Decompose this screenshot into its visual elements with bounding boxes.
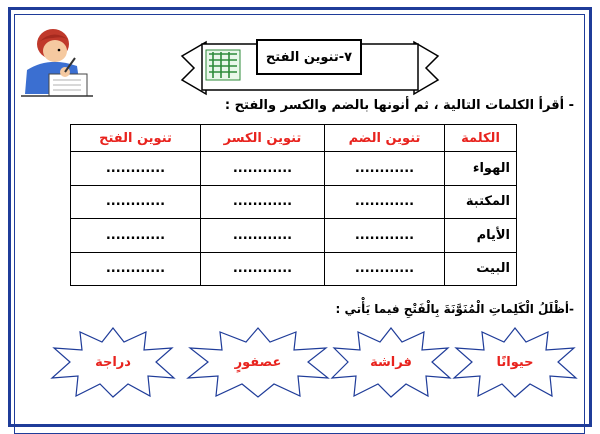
word-burst[interactable] <box>50 326 176 398</box>
blank-cell[interactable]: ............ <box>201 185 325 218</box>
blank-cell[interactable]: ............ <box>325 152 445 185</box>
blank-cell[interactable]: ............ <box>325 185 445 218</box>
word-cell: الهواء <box>445 152 517 185</box>
instruction-text: - أقرأ الكلمات التالية ، ثم أنونها بالضم والكسر والفتح : <box>224 98 574 113</box>
table-header-row <box>71 125 517 152</box>
lesson-title: ٧-تنوين الفتح <box>265 49 353 65</box>
table-row <box>71 152 517 185</box>
blank-cell[interactable]: ............ <box>201 252 325 285</box>
arabic-calligraphy-ornament <box>206 50 240 80</box>
header-dammatan: تنوين الضم <box>325 125 445 152</box>
header-kasratan: تنوين الكسر <box>201 125 325 152</box>
blank-cell[interactable]: ............ <box>201 219 325 252</box>
burst-label: عصفورٍ <box>234 354 282 370</box>
table-row <box>71 219 517 252</box>
burst-label: حيوانًا <box>496 354 534 370</box>
word-burst[interactable] <box>186 326 330 398</box>
blank-cell[interactable]: ............ <box>71 185 201 218</box>
nunation-table <box>70 124 517 286</box>
blank-cell[interactable]: ............ <box>201 152 325 185</box>
blank-cell[interactable]: ............ <box>71 252 201 285</box>
word-cell: البيت <box>445 252 517 285</box>
word-cell: الأيام <box>445 219 517 252</box>
blank-cell[interactable]: ............ <box>325 219 445 252</box>
header-word: الكلمة <box>445 125 517 152</box>
table-row <box>71 252 517 285</box>
word-burst[interactable] <box>452 326 578 398</box>
header-fathatan: تنوين الفتح <box>71 125 201 152</box>
question-text: -أظْلَلُ الْكَلِماتِ الْمُنَوَّنَةَ بِالْفَتْحِ فيما يَأْتي : <box>335 302 574 316</box>
burst-label: فراشة <box>370 354 412 370</box>
blank-cell[interactable]: ............ <box>325 252 445 285</box>
word-cell: المكتبة <box>445 185 517 218</box>
blank-cell[interactable]: ............ <box>71 219 201 252</box>
table-row <box>71 185 517 218</box>
word-burst[interactable] <box>330 326 452 398</box>
blank-cell[interactable]: ............ <box>71 152 201 185</box>
student-writing-illustration <box>19 26 97 102</box>
burst-label: دراجة <box>95 354 131 370</box>
